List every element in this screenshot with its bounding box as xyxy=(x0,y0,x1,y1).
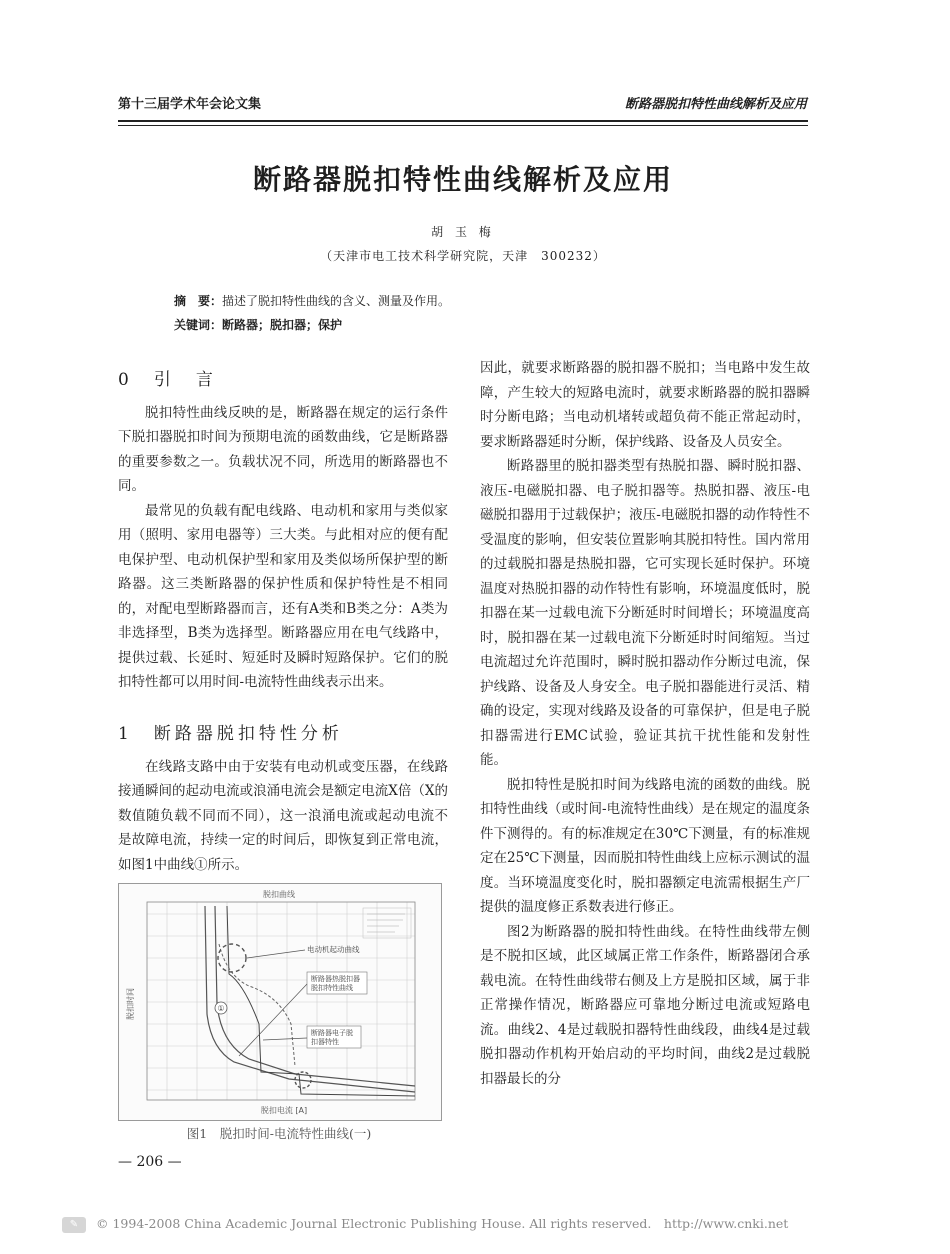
abstract-text: 描述了脱扣特性曲线的含义、测量及作用。 xyxy=(222,294,451,308)
cnki-logo-icon: ✎ xyxy=(62,1217,86,1233)
author: 胡 玉 梅 xyxy=(431,225,495,239)
header-rule-thick xyxy=(118,120,808,122)
curve-1-marker: ① xyxy=(217,1004,225,1013)
figure-1-xlabel: 脱扣电流 [A] xyxy=(260,1106,308,1115)
section0-para-2: 最常见的负载有配电线路、电动机和家用与类似家用（照明、家用电器等）三大类。与此相对应的便有配电保护型、电动机保护型和家用及类似场所保护型的断路器。这三类断路器的保护性质和保护特性是不相同的，对配电型断路器而言，还有A类和B类之分：A类为非选择型，B类为选择型。断路器应用在电气线路中，提供过载、长延时、短延时及瞬时短路保护。它们的脱扣特性都可以用时间-电流特性曲线表示出来。 xyxy=(118,502,448,690)
figure-1-plot xyxy=(119,884,441,1120)
section1-heading: 1 断路器脱扣特性分析 xyxy=(118,724,343,744)
paper-title: 断路器脱扣特性曲线解析及应用 xyxy=(252,163,673,196)
label-motor-start: 电动机起动曲线 xyxy=(307,945,360,954)
left-column-sec1 xyxy=(118,722,448,877)
right-para-4: 图2为断路器的脱扣特性曲线。在特性曲线带左侧是不脱扣区域，此区域属正常工作条件，断路器闭合承载电流。在特性曲线带右侧及上方是脱扣区域，属于非正常操作情况，断路器应可靠地分断过电流或短路电流。曲线2、4是过载脱扣器特性曲线段，曲线4是过载脱扣器动作机构开始启动的平均时间，曲线2是过载脱扣器最长的分 xyxy=(480,923,810,1087)
keywords-text: 断路器；脱扣器；保护 xyxy=(222,318,343,332)
right-para-2: 断路器里的脱扣器类型有热脱扣器、瞬时脱扣器、液压-电磁脱扣器、电子脱扣器等。热脱扣器、液压-电磁脱扣器用于过载保护；液压-电磁脱扣器的动作特性不受温度的影响，但安装位置影响其脱扣特性。国内常用的过载脱扣器是热脱扣器，它可实现长延时保护。环境温度对热脱扣器的动作特性有影响，环境温度低时，脱扣器在某一过载电流下分断延时时间增长；环境温度高时，脱扣器在某一过载电流下分断延时时间缩短。当过电流超过允许范围时，瞬时脱扣器动作分断过电流，保护线路、设备及人身安全。电子脱扣器能进行灵活、精确的设定，实现对线路及设备的可靠保护，但是电子脱扣器需进行EMC试验，验证其抗干扰性能和发射性能。 xyxy=(480,458,810,768)
page-number: — 206 — xyxy=(118,1154,182,1170)
figure-1 xyxy=(118,883,442,1121)
right-para-1: 因此，就要求断路器的脱扣器不脱扣；当电路中发生故障，产生较大的短路电流时，就要求断路器的脱扣器瞬时分断电路；当电动机堵转或超负荷不能正常起动时，要求断路器延时分断，保护线路、设备及人员安全。 xyxy=(480,360,810,450)
abstract-label: 摘 要： xyxy=(174,294,223,308)
copyright-footer xyxy=(62,1214,788,1233)
section0-para-1: 脱扣特性曲线反映的是，断路器在规定的运行条件下脱扣器脱扣时间为预期电流的函数曲线，它是断路器的重要参数之一。负载状况不同，所选用的断路器也不同。 xyxy=(118,404,448,494)
figure-1-ylabel: 脱扣时间 xyxy=(126,988,135,1020)
label-thermal-line1: 断路器热脱扣器 xyxy=(311,975,360,983)
figure-1-title: 脱扣曲线 xyxy=(263,890,295,899)
right-para-3: 脱扣特性是脱扣时间为线路电流的函数的曲线。脱扣特性曲线（或时间-电流特性曲线）是在规定的温度条件下测得的。有的标准规定在30℃下测量，有的标准规定在25℃下测量，因而脱扣特性曲线上应标示测试的温度。当环境温度变化时，脱扣器额定电流需根据生产厂提供的温度修正系数表进行修正。 xyxy=(480,776,810,915)
keywords-label: 关键词： xyxy=(174,318,223,332)
header-rule-thin xyxy=(118,125,808,126)
running-header-right: 断路器脱扣特性曲线解析及应用 xyxy=(624,97,807,112)
affiliation: （天津市电工技术科学研究院，天津 300232） xyxy=(320,249,606,263)
copyright-text: © 1994-2008 China Academic Journal Electronic Publishing House. All rights reserved. http://www.cnki.net xyxy=(96,1216,789,1231)
label-electronic-line2: 扣器特性 xyxy=(311,1038,339,1046)
label-thermal-line2: 脱扣特性曲线 xyxy=(311,984,353,992)
left-column-sec0 xyxy=(118,368,448,695)
right-column xyxy=(480,356,810,1091)
section1-para-1: 在线路支路中由于安装有电动机或变压器，在线路接通瞬间的起动电流或浪涌电流会是额定电流X倍（X的数值随负载不同而不同），这一浪涌电流或起动电流不是故障电流，持续一定的时间后，即恢复到正常电流，如图1中曲线①所示。 xyxy=(118,758,448,873)
keywords xyxy=(174,316,342,333)
figure-1-caption: 图1 脱扣时间-电流特性曲线(一) xyxy=(186,1126,372,1141)
section0-heading: 0 引 言 xyxy=(118,370,217,390)
abstract xyxy=(174,292,450,309)
label-electronic-line1: 断路器电子脱 xyxy=(311,1029,353,1037)
running-header-left: 第十三届学术年会论文集 xyxy=(118,97,262,112)
